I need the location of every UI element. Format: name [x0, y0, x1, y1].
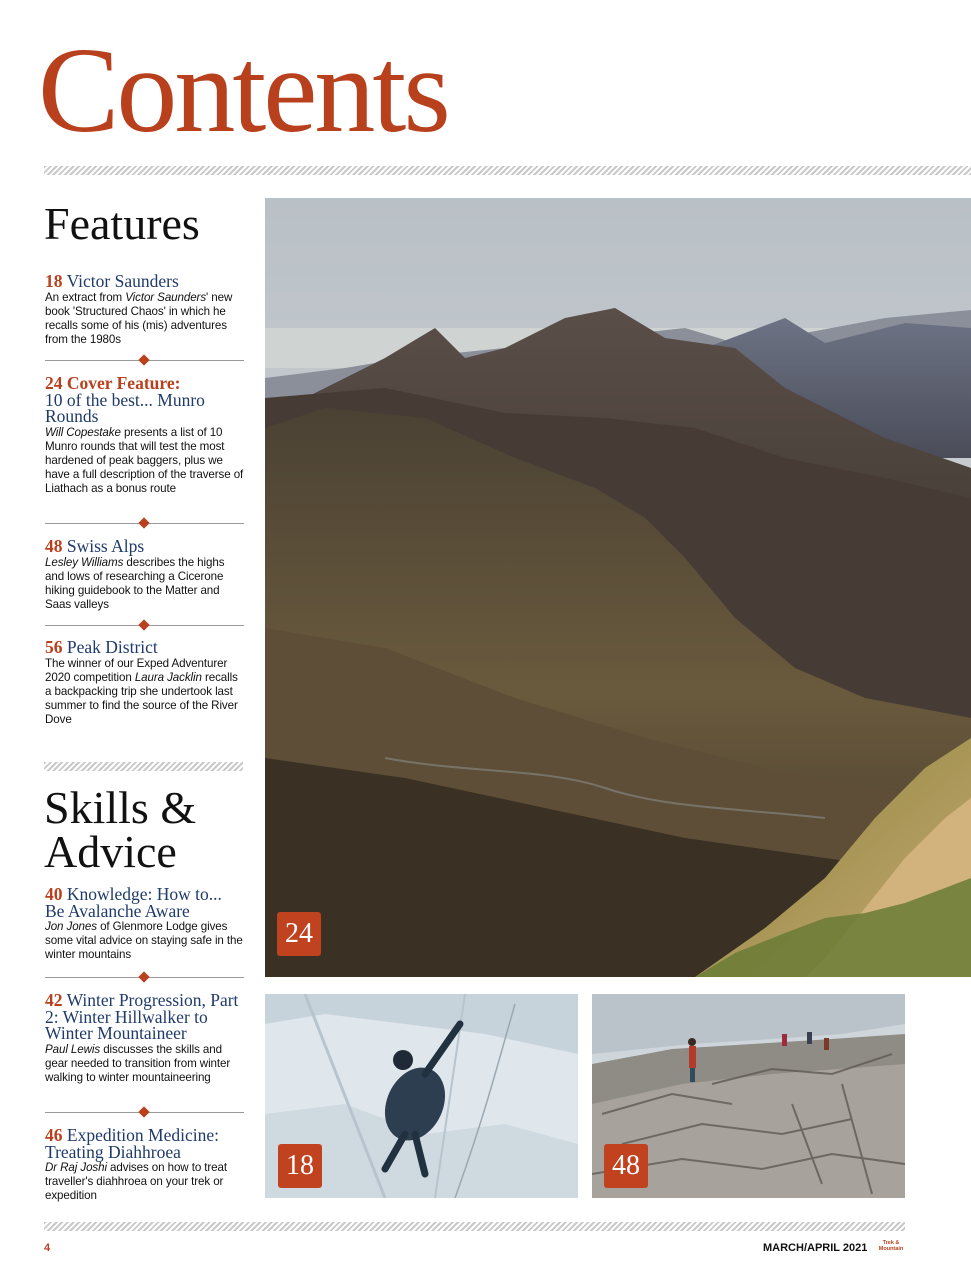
- footer-issue-date: MARCH/APRIL 2021: [763, 1242, 868, 1254]
- feature-item-18[interactable]: [45, 273, 245, 347]
- skills-heading: Skills & Advice: [44, 782, 197, 877]
- item-description: Lesley Williams describes the highs and lows of researching a Cicerone hiking guidebook to the Matter and Saas valleys: [45, 555, 225, 611]
- item-description: The winner of our Exped Adventurer 2020 competition Laura Jacklin recalls a backpacking trip she undertook last summer to find the source of the River Dove: [45, 656, 238, 726]
- page-number: 24: [45, 373, 63, 393]
- item-title: 10 of the best... Munro Rounds: [45, 389, 205, 427]
- feature-item-24[interactable]: [45, 375, 245, 496]
- page-title: Contents: [38, 23, 448, 158]
- page-number: 48: [45, 536, 63, 556]
- feature-item-56[interactable]: [45, 639, 245, 727]
- page-badge-48: 48: [604, 1144, 648, 1188]
- divider-diamond: [138, 517, 149, 528]
- page-number: 42: [45, 990, 63, 1010]
- item-description: Will Copestake presents a list of 10 Munro rounds that will test the most hardened of peak baggers, plus we have a full description of the traverse of Liathach as a bonus route: [45, 425, 244, 495]
- divider-diamond: [138, 354, 149, 365]
- item-title: Peak District: [66, 637, 158, 657]
- item-description: Jon Jones of Glenmore Lodge gives some vital advice on staying safe in the winter mountains: [45, 920, 243, 962]
- rocky-trail-photo[interactable]: [592, 994, 905, 1198]
- page-badge-24: 24: [277, 912, 321, 956]
- item-title: Swiss Alps: [66, 536, 145, 556]
- item-title: Victor Saunders: [66, 271, 179, 291]
- mountain-landscape-image: [265, 198, 971, 977]
- skills-item-46[interactable]: [45, 1127, 245, 1203]
- item-description: Dr Raj Joshi advises on how to treat traveller's diahhroea on your trek or expedition: [45, 1161, 227, 1203]
- divider-diamond: [138, 971, 149, 982]
- ice-climbing-photo[interactable]: [265, 994, 578, 1198]
- item-title: Winter Progression, Part 2: Winter Hillwalker to Winter Mountaineer: [45, 990, 239, 1044]
- item-title-highlight: Cover Feature:: [66, 373, 181, 393]
- item-description: Paul Lewis discusses the skills and gear needed to transition from winter walking to winter mountaineering: [45, 1042, 231, 1084]
- page-number: 56: [45, 637, 63, 657]
- footer-divider: [44, 1222, 905, 1231]
- section-divider: [44, 762, 243, 771]
- divider-diamond: [138, 1106, 149, 1117]
- divider-diamond: [138, 619, 149, 630]
- item-title: Expedition Medicine: Treating Diahhroea: [45, 1125, 219, 1162]
- page-number: 40: [45, 884, 63, 904]
- item-title: Knowledge: How to... Be Avalanche Aware: [45, 884, 222, 921]
- mountain-photo[interactable]: [265, 198, 971, 977]
- title-divider: [44, 166, 971, 175]
- page-badge-18: 18: [278, 1144, 322, 1188]
- skills-item-40[interactable]: [45, 886, 245, 962]
- page-number: 46: [45, 1125, 63, 1145]
- feature-item-48[interactable]: [45, 538, 245, 612]
- item-description: An extract from Victor Saunders' new book 'Structured Chaos' in which he recalls some of his (mis) adventures from the 1980s: [45, 290, 233, 346]
- skills-item-42[interactable]: [45, 992, 245, 1085]
- magazine-logo: Trek & Mountain: [878, 1240, 904, 1252]
- features-heading: Features: [44, 198, 200, 249]
- page-number: 18: [45, 271, 63, 291]
- footer-page-number: 4: [44, 1242, 51, 1254]
